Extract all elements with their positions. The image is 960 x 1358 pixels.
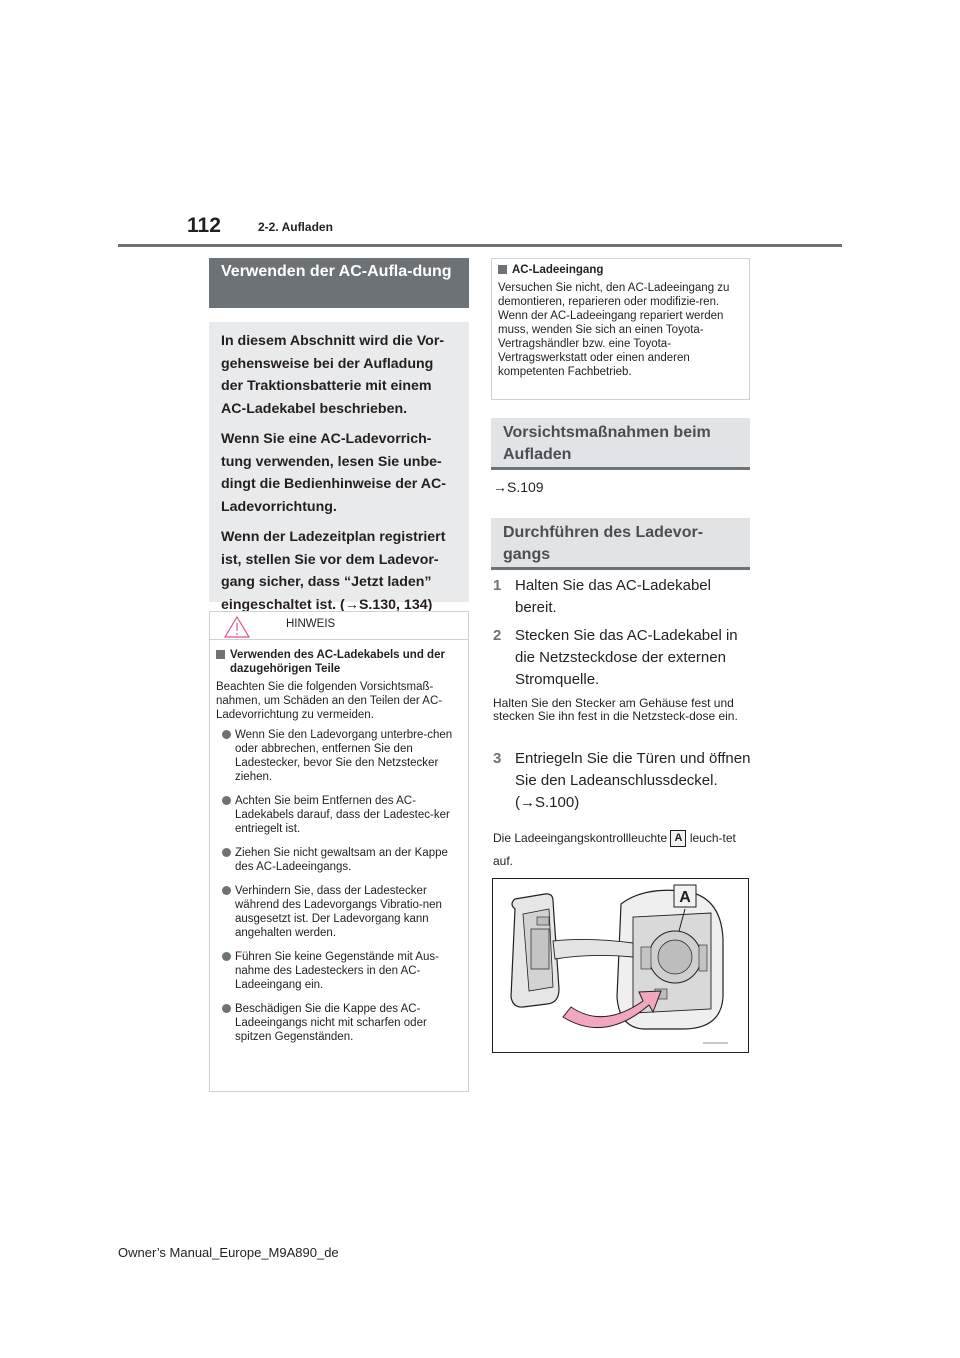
square-bullet-icon (216, 650, 225, 659)
step-2-note: Halten Sie den Stecker am Gehäuse fest und stecken Sie ihn fest in die Netzsteck-dose ein. (493, 696, 738, 723)
list-item (216, 950, 462, 992)
notice-header (210, 612, 468, 640)
callout-tag: A (670, 830, 686, 847)
section-heading-precautions (491, 418, 750, 470)
list-item (216, 794, 462, 836)
bullet-dot-icon (222, 796, 231, 805)
step-text: Halten Sie das AC-Ladekabel bereit. (515, 577, 711, 616)
notice-label: HINWEIS (286, 618, 336, 630)
list-item-text: Wenn Sie den Ladevorgang unterbre-chen oder abbrechen, entfernen Sie den Ladestecker, bevor Sie den Netzstecker ziehen. (235, 729, 453, 783)
list-item (216, 728, 462, 784)
section-heading-text: Durchführen des Ladevor-gangs (503, 524, 704, 563)
step-3-note-text: Die Ladeeingangskontrollleuchte (493, 831, 668, 845)
header-rule (118, 244, 842, 247)
bullet-dot-icon (222, 730, 231, 739)
step-text: Entriegeln Sie die Türen und öffnen Sie den Ladeanschlussdeckel. (→S.100) (515, 750, 751, 811)
intro-paragraph: Wenn Sie eine AC-Ladevorrich-tung verwenden, lesen Sie unbe-dingt die Bedienhinweise der AC-Ladevorrichtung. (221, 431, 446, 515)
charging-port-illustration (492, 878, 749, 1053)
step-text: Stecken Sie das AC-Ladekabel in die Netzsteckdose der externen Stromquelle. (515, 627, 738, 688)
section-heading-procedure (491, 518, 750, 570)
step-number: 3 (493, 750, 502, 767)
intro-paragraph: Wenn der Ladezeitplan registriert ist, stellen Sie vor dem Ladevor-gang sicher, dass “Jetzt laden” eingeschaltet ist. (→S.130, 134) (221, 529, 446, 613)
bullet-dot-icon (222, 886, 231, 895)
square-bullet-icon (498, 265, 507, 274)
step-2 (493, 625, 755, 693)
intro-paragraph: In diesem Abschnitt wird die Vor-gehensweise bei der Aufladung der Traktionsbatterie mit einem AC-Ladekabel beschrieben. (221, 333, 445, 417)
list-item (216, 1002, 462, 1044)
step-3-note (493, 827, 745, 873)
ac-inlet-note-box (491, 258, 750, 400)
notice-bullet-list (216, 728, 462, 1044)
section-heading-text: Verwenden der AC-Aufla-dung (221, 263, 452, 280)
notice-subheading (216, 648, 462, 676)
notice-body (210, 640, 468, 1044)
list-item-text: Beschädigen Sie die Kappe des AC-Ladeeingangs nicht mit scharfen oder spitzen Gegenständen. (235, 1003, 427, 1043)
warning-triangle-icon (224, 616, 250, 638)
step-number: 1 (493, 577, 502, 594)
section-title: 2-2. Aufladen (258, 220, 333, 234)
section-heading-text: Vorsichtsmaßnahmen beim Aufladen (503, 424, 711, 463)
bullet-dot-icon (222, 952, 231, 961)
intro-box (209, 322, 469, 613)
step-1 (493, 575, 755, 621)
notice-text: Beachten Sie die folgenden Vorsichtsmaß-nahmen, um Schäden an den Teilen der AC-Ladevorrichtung zu vermeiden. (216, 681, 443, 721)
charging-port-drawing (493, 879, 748, 1052)
step-3 (493, 748, 755, 816)
notice-subheading-text: Verwenden des AC-Ladekabels und der dazugehörigen Teile (230, 649, 445, 675)
list-item-text: Achten Sie beim Entfernen des AC-Ladekabels darauf, dass der Ladestec-ker entriegelt ist. (235, 795, 450, 835)
ac-inlet-heading (498, 263, 743, 277)
ac-inlet-text: Versuchen Sie nicht, den AC-Ladeeingang zu demontieren, reparieren oder modifizie-ren. Wenn der AC-Ladeeingang repariert werden muss, wenden Sie sich an einen Toyota-Vertragshändler bzw. eine Toyota-Vertragswerkstatt oder einen anderen kompetenten Fachbetrieb. (498, 282, 730, 378)
precautions-page-reference: →S.109 (493, 479, 544, 495)
bullet-dot-icon (222, 848, 231, 857)
callout-label: A (679, 889, 691, 906)
section-heading-ac-charging (209, 258, 469, 308)
bullet-dot-icon (222, 1004, 231, 1013)
list-item (216, 846, 462, 874)
notice-box (209, 611, 469, 1092)
list-item-text: Führen Sie keine Gegenstände mit Aus-nahme des Ladesteckers in den AC-Ladeeingang ein. (235, 951, 439, 991)
page-number: 112 (187, 214, 221, 237)
list-item-text: Ziehen Sie nicht gewaltsam an der Kappe des AC-Ladeeingangs. (235, 847, 448, 873)
ac-inlet-heading-text: AC-Ladeeingang (512, 264, 604, 276)
list-item (216, 884, 462, 940)
footer-manual-id: Owner’s Manual_Europe_M9A890_de (118, 1245, 339, 1260)
step-3-note-text-end: leuch-tet auf. (493, 831, 736, 868)
list-item-text: Verhindern Sie, dass der Ladestecker während des Ladevorgangs Vibratio-nen ausgesetzt ist. Der Ladevorgang kann angehalten werden. (235, 885, 442, 939)
step-number: 2 (493, 627, 502, 644)
